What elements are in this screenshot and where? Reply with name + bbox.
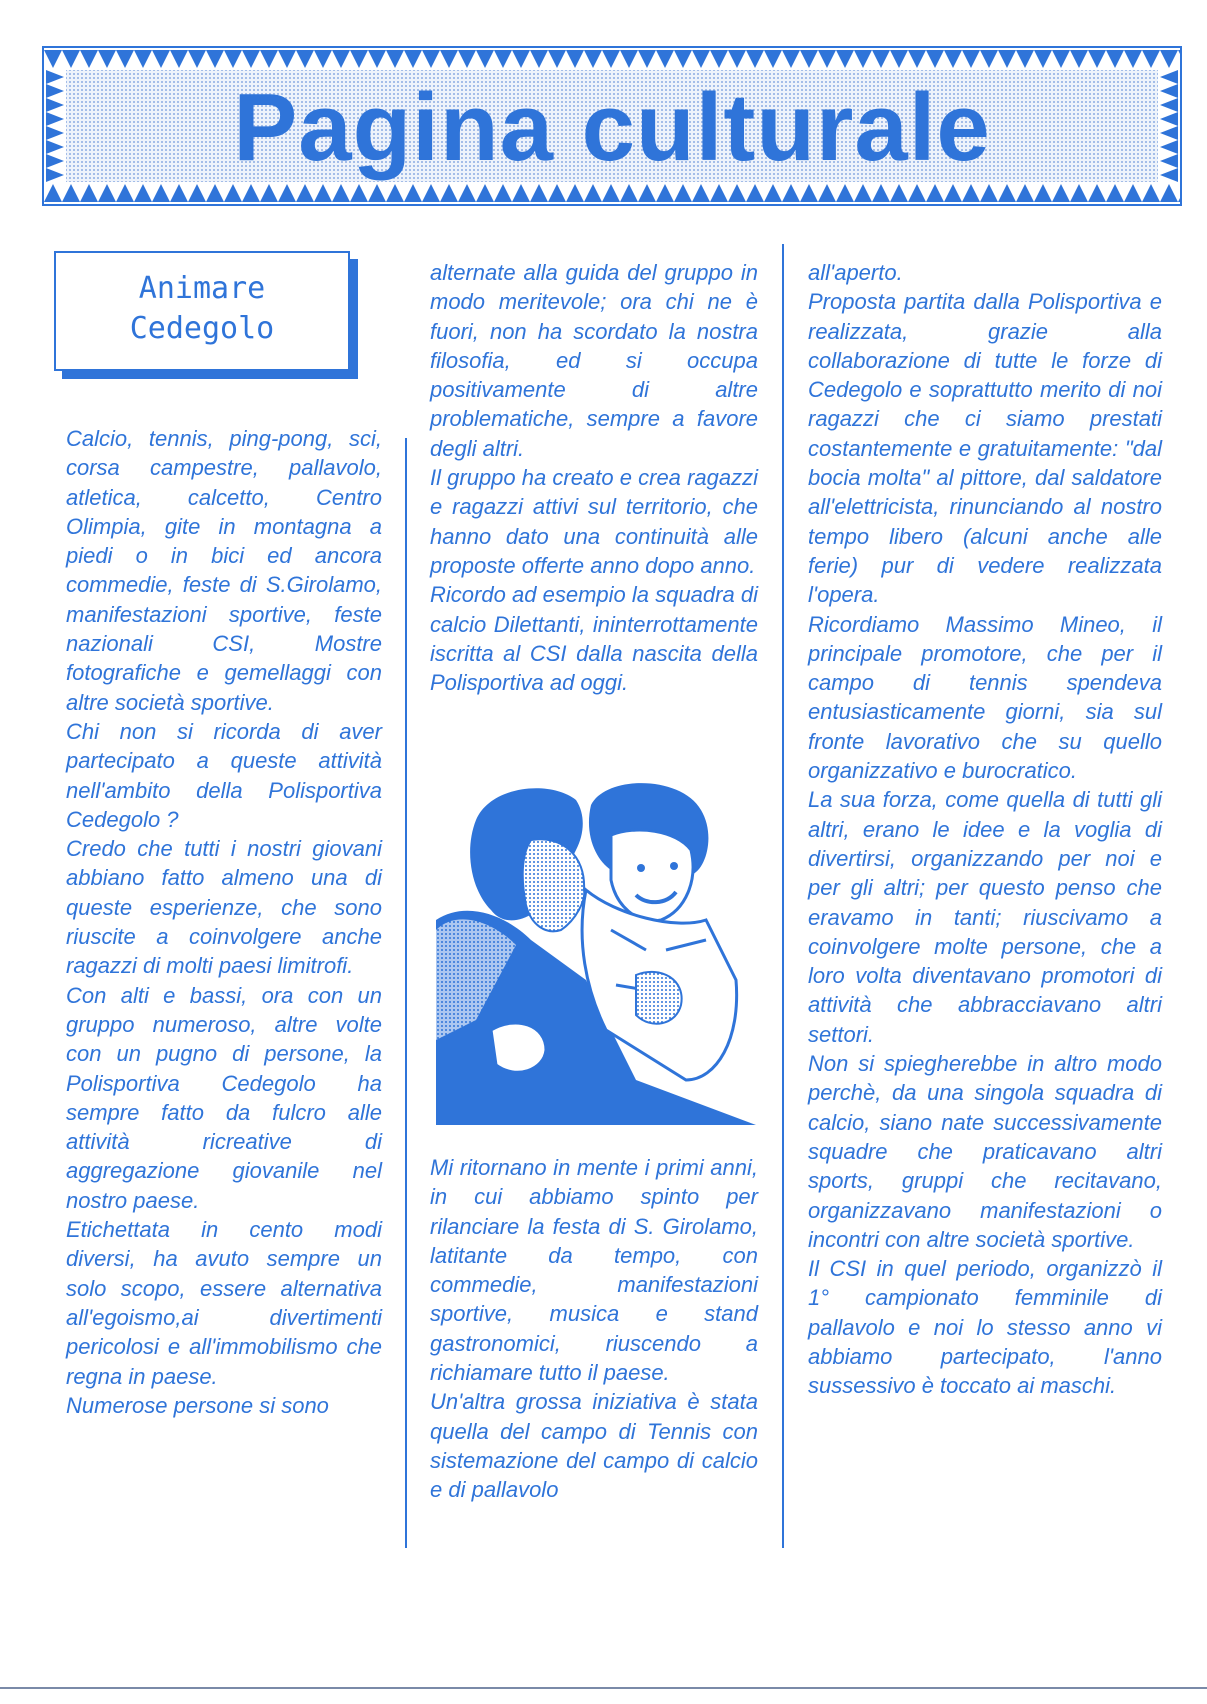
paragraph: La sua forza, come quella di tutti gli altri, erano le idee e la voglia di divertirsi, organizzando per noi e per gli altri; per questo penso che eravamo in tanti; riuscivamo a coinvolgere molte persone, che a loro volta diventavano promotori di attività che abbracciavano altri settori. [808, 787, 1162, 1047]
title-banner [42, 46, 1182, 206]
paragraph: Chi non si ricorda di aver partecipato a queste attività nell'ambito della Polisportiva Cedegolo ? [66, 718, 382, 832]
paragraph: Non si spiegherebbe in altro modo perchè, da una singola squadra di calcio, siano nate successivamente squadre che praticavano altri sports, gruppi che recitavano, organizzavano manifestazioni o incontri con altre società sportive. [808, 1051, 1162, 1252]
zigzag-border-bottom [44, 182, 1180, 204]
paragraph: Ricordo ad esempio la squadra di calcio Dilettanti, ininterrottamente iscritta al CSI dalla nascita della Polisportiva ad oggi. [430, 582, 758, 696]
paragraph: Credo che tutti i nostri giovani abbiano fatto almeno una di queste esperienze, che sono riuscite a coinvolgere anche ragazzi di molti paesi limitrofi. [66, 836, 382, 979]
column-divider-right [782, 244, 784, 1548]
paragraph: Calcio, tennis, ping-pong, sci, corsa campestre, pallavolo, atletica, calcetto, Centro Olimpia, gite in montagna a piedi o in bici ed ancora commedie, feste di S.Girolamo, manifestazioni sportive, feste nazionali CSI, Mostre fotografiche e gemellaggi con altre società sportive. [66, 426, 382, 715]
article-headline [54, 251, 350, 371]
paragraph: Ricordiamo Massimo Mineo, il principale promotore, che per il campo di tennis spendeva entusiasticamente giorni, sia sul fronte lavorativo che su quello organizzativo e burocratico. [808, 611, 1162, 784]
headline-line-2: Cedegolo [129, 311, 275, 346]
page-bottom-rule [0, 1687, 1207, 1689]
paragraph: Il CSI in quel periodo, organizzò il 1° campionato femminile di pallavolo e noi lo stesso anno vi abbiamo partecipato, l'anno sussessivo è toccato ai maschi. [808, 1256, 1162, 1399]
paragraph: Un'altra grossa iniziativa è stata quella del campo di Tennis con sistemazione del campo di calcio e di pallavolo [430, 1389, 758, 1503]
paragraph: Numerose persone si sono [66, 1392, 329, 1418]
zigzag-border-top [44, 48, 1180, 70]
page-title: Pagina culturale [233, 74, 991, 181]
paragraph: all'aperto. [808, 260, 903, 285]
father-and-son-illustration [436, 780, 756, 1125]
article-column-2-bottom [430, 1153, 758, 1505]
article-column-3 [808, 258, 1162, 1401]
article-column-2-top [430, 258, 758, 697]
paragraph: Etichettata in cento modi diversi, ha avuto sempre un solo scopo, essere alternativa all'egoismo,ai divertimenti pericolosi e all'immobilismo che regna in paese. [66, 1217, 382, 1389]
paragraph: alternate alla guida del gruppo in modo meritevole; ora chi ne è fuori, non ha scordato la nostra filosofia, ed si occupa positivamente di altre problematiche, sempre a favore degli altri. [430, 260, 758, 461]
headline-line-1: Animare [138, 271, 266, 306]
paragraph: Con alti e bassi, ora con un gruppo numeroso, altre volte con un pugno di persone, la Polisportiva Cedegolo ha sempre fatto da fulcro alle attività ricreative di aggregazione giovanile nel nostro paese. [66, 982, 382, 1213]
article-column-1 [66, 424, 382, 1420]
paragraph: Mi ritornano in mente i primi anni, in cui abbiamo spinto per rilanciare la festa di S. Girolamo, latitante da tempo, con commedie, manifestazioni sportive, musica e stand gastronomici, riuscendo a richiamare tutto il paese. [430, 1155, 758, 1386]
column-divider-left [405, 438, 407, 1548]
paragraph: Proposta partita dalla Polisportiva e realizzata, grazie alla collaborazione di tutte le forze di Cedegolo e soprattutto merito di noi ragazzi che ci siamo prestati costantemente e gratuitamente: "dal bocia molta" al pittore, dal saldatore all'elettricista, rinunciando al nostro tempo libero (alcuni anche alle ferie) pur di vedere realizzata l'opera. [808, 289, 1162, 608]
paragraph: Il gruppo ha creato e crea ragazzi e ragazzi attivi sul territorio, che hanno dato una continuità alle proposte offerte anno dopo anno. [430, 465, 758, 578]
